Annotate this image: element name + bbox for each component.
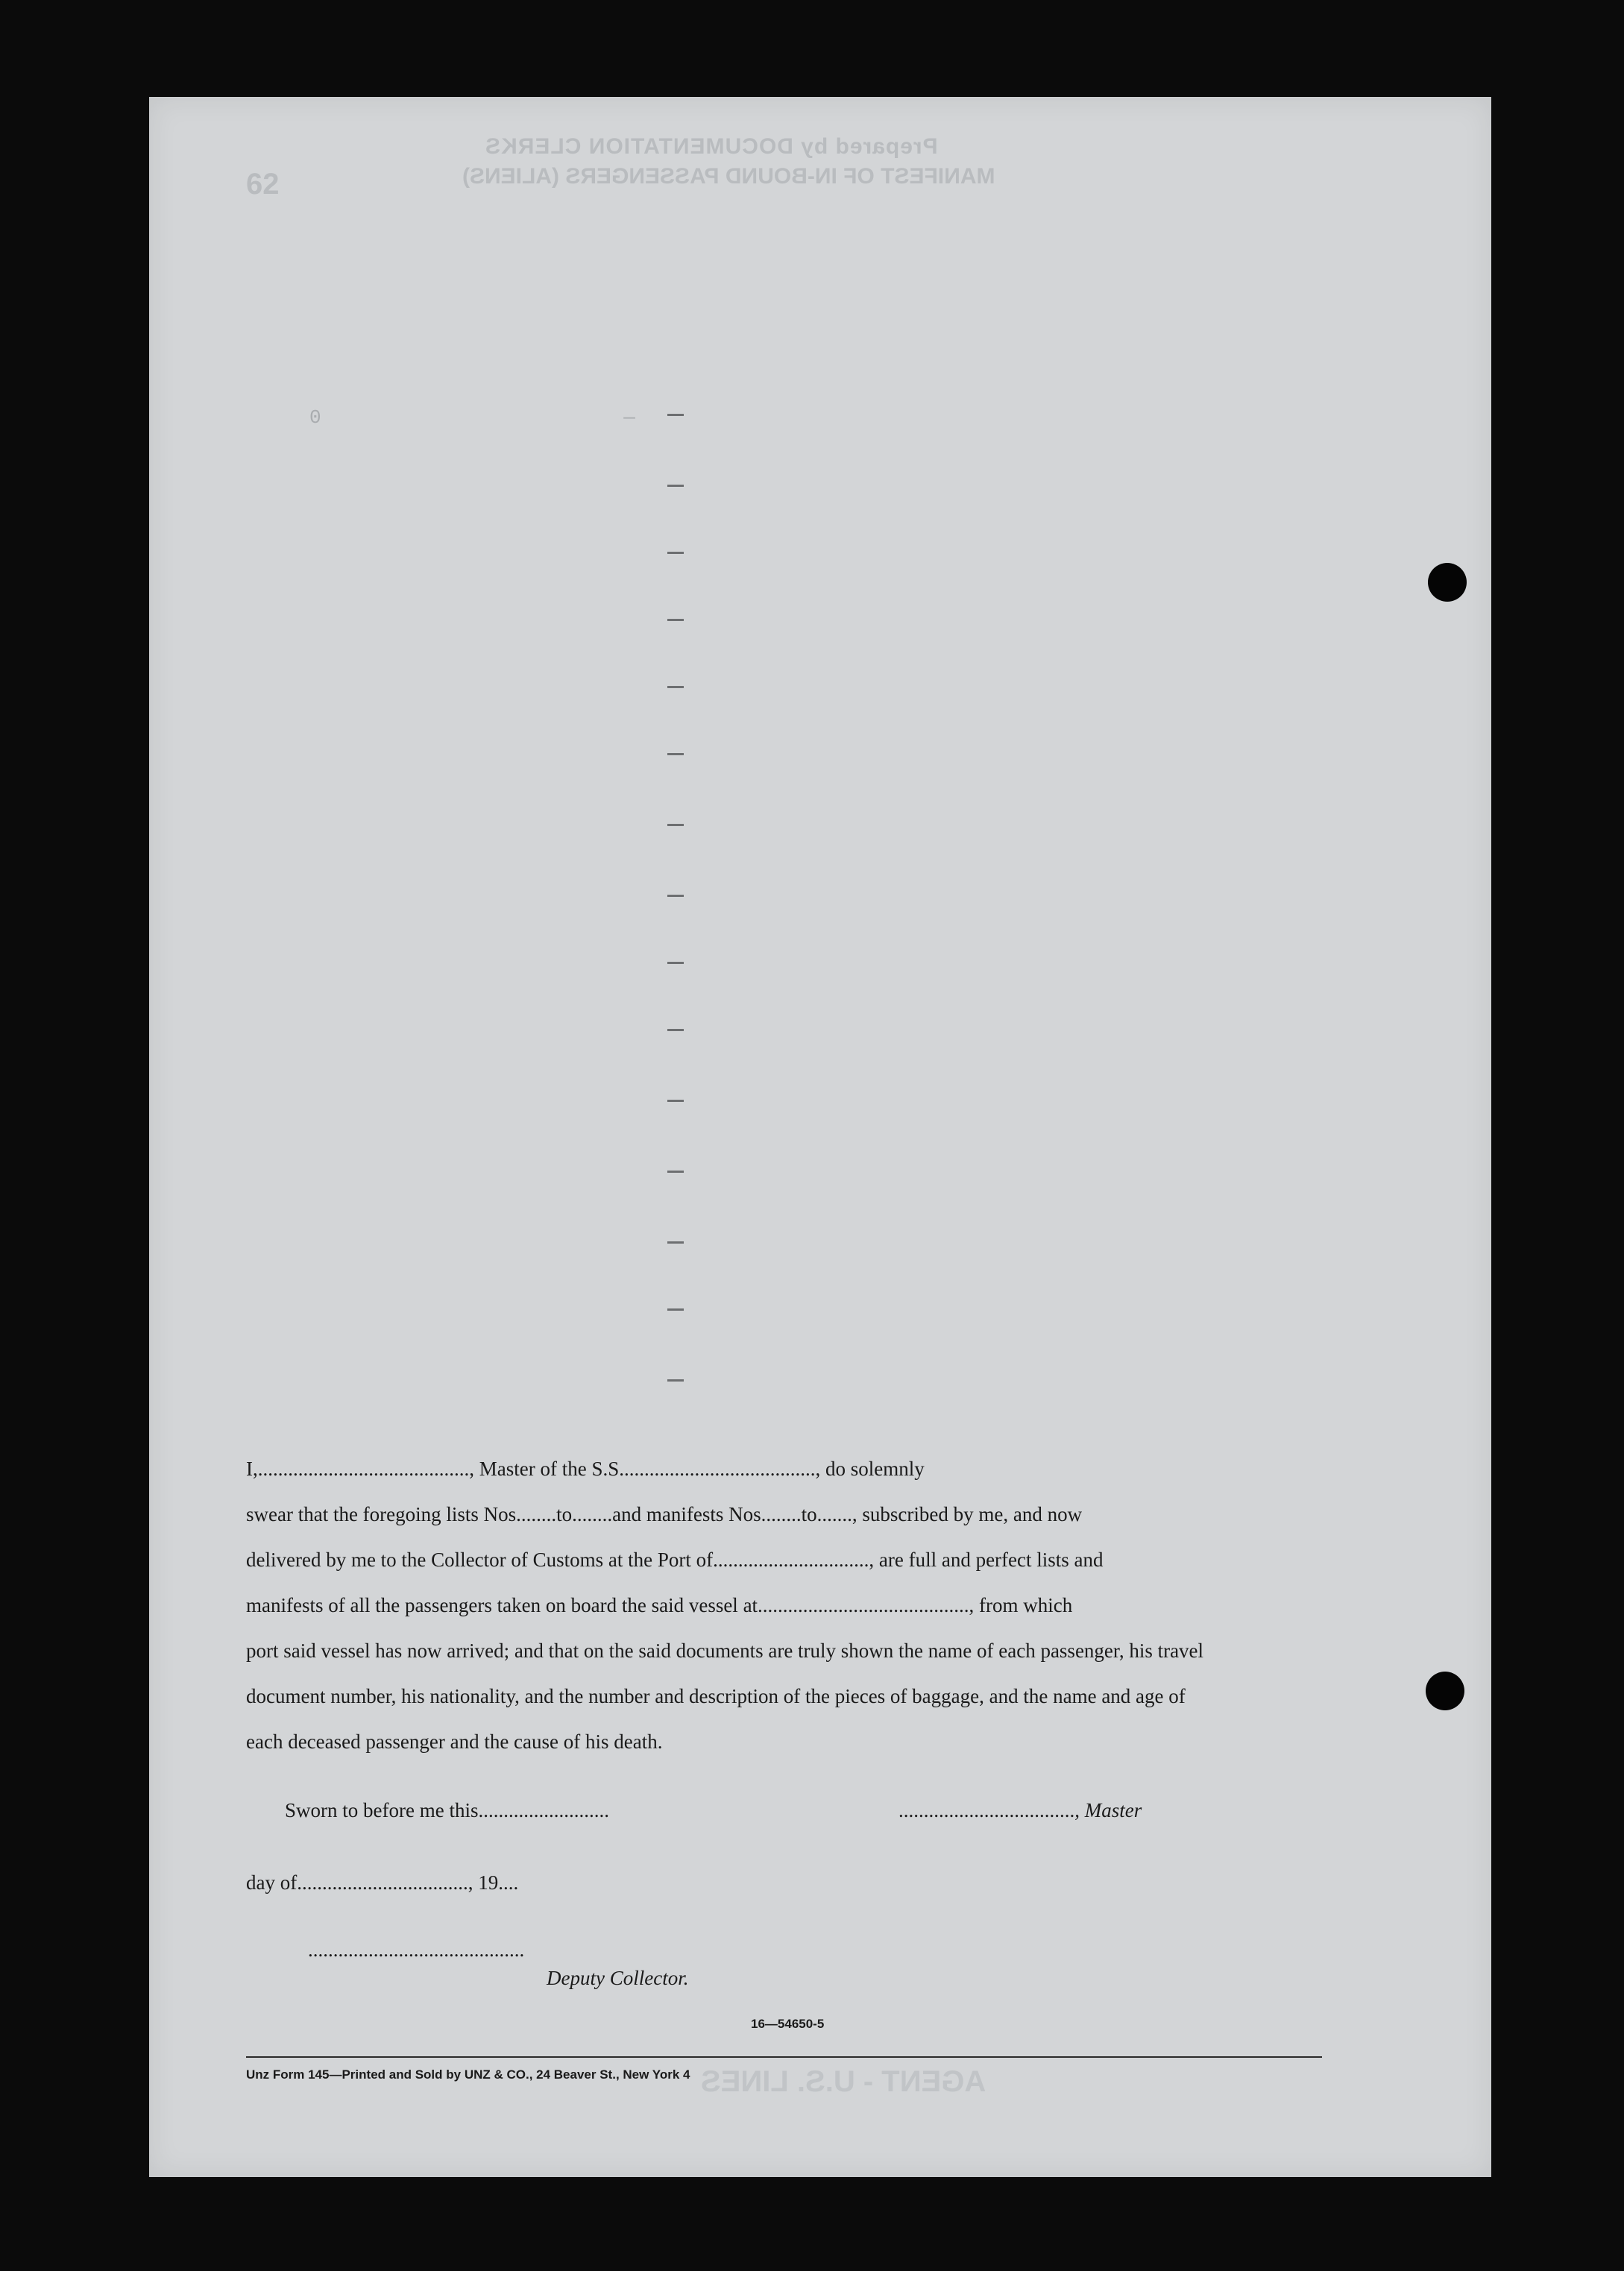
form-number: 16—54650-5 bbox=[751, 2017, 825, 2031]
bleed-dash bbox=[667, 1379, 684, 1382]
binder-hole-bottom bbox=[1426, 1672, 1464, 1710]
printer-imprint: Unz Form 145—Printed and Sold by UNZ & CO., 24 Beaver St., New York 4 bbox=[246, 2067, 690, 2082]
bleed-dash bbox=[667, 753, 684, 755]
deputy-dots: ........................................... bbox=[308, 1938, 525, 1961]
bleed-dash bbox=[667, 414, 684, 416]
oath-paragraph bbox=[246, 1446, 1327, 1765]
day-of-line: day of.................................., 19.... bbox=[246, 1871, 519, 1894]
oath-line-7: each deceased passenger and the cause of his death. bbox=[246, 1730, 663, 1753]
bleed-dash bbox=[667, 552, 684, 554]
bleed-row: 0 — bbox=[309, 406, 635, 429]
bleed-dash bbox=[667, 1171, 684, 1173]
bleed-dash bbox=[667, 619, 684, 621]
deputy-collector-label: Deputy Collector. bbox=[547, 1967, 689, 1989]
bleed-dash bbox=[667, 895, 684, 897]
bleed-dash bbox=[667, 1100, 684, 1102]
bleed-dash bbox=[667, 686, 684, 688]
bleed-dash bbox=[667, 962, 684, 964]
bleed-dash bbox=[667, 1241, 684, 1244]
footer-rule bbox=[246, 2056, 1322, 2058]
oath-line-6: document number, his nationality, and the number and description of the pieces of baggage, and the name and age of bbox=[246, 1685, 1186, 1707]
bleed-dash bbox=[667, 485, 684, 487]
bleed-dash bbox=[667, 1308, 684, 1311]
bleed-through-footer: AGENT - U.S. LINES bbox=[701, 2065, 986, 2098]
oath-line-5: port said vessel has now arrived; and that on the said documents are truly shown the name of each passenger, his travel bbox=[246, 1640, 1204, 1662]
binder-hole-top bbox=[1428, 563, 1467, 602]
bleed-through-subheader: MANIFEST OF IN-BOUND PASSENGERS (ALIENS) bbox=[462, 164, 995, 189]
bleed-dash bbox=[667, 824, 684, 826]
oath-line-4: manifests of all the passengers taken on board the said vessel at.........................................., from which bbox=[246, 1594, 1073, 1616]
sworn-line: Sworn to before me this.......................... bbox=[285, 1799, 609, 1821]
document-page bbox=[149, 97, 1491, 2177]
oath-line-2: swear that the foregoing lists Nos........to........and manifests Nos........to......., subscribed by me, and now bbox=[246, 1503, 1083, 1525]
bleed-through-number: 62 bbox=[246, 168, 280, 201]
oath-line-3: delivered by me to the Collector of Customs at the Port of..............................., are full and perfect lists and bbox=[246, 1549, 1104, 1571]
bleed-dash bbox=[667, 1029, 684, 1031]
bleed-through-header: Prepared by DOCUMENTATION CLERKS bbox=[485, 134, 938, 159]
master-signature-line: ..................................., Master bbox=[898, 1799, 1142, 1821]
oath-line-1: I,.........................................., Master of the S.S......................................., do solemnly bbox=[246, 1458, 925, 1480]
